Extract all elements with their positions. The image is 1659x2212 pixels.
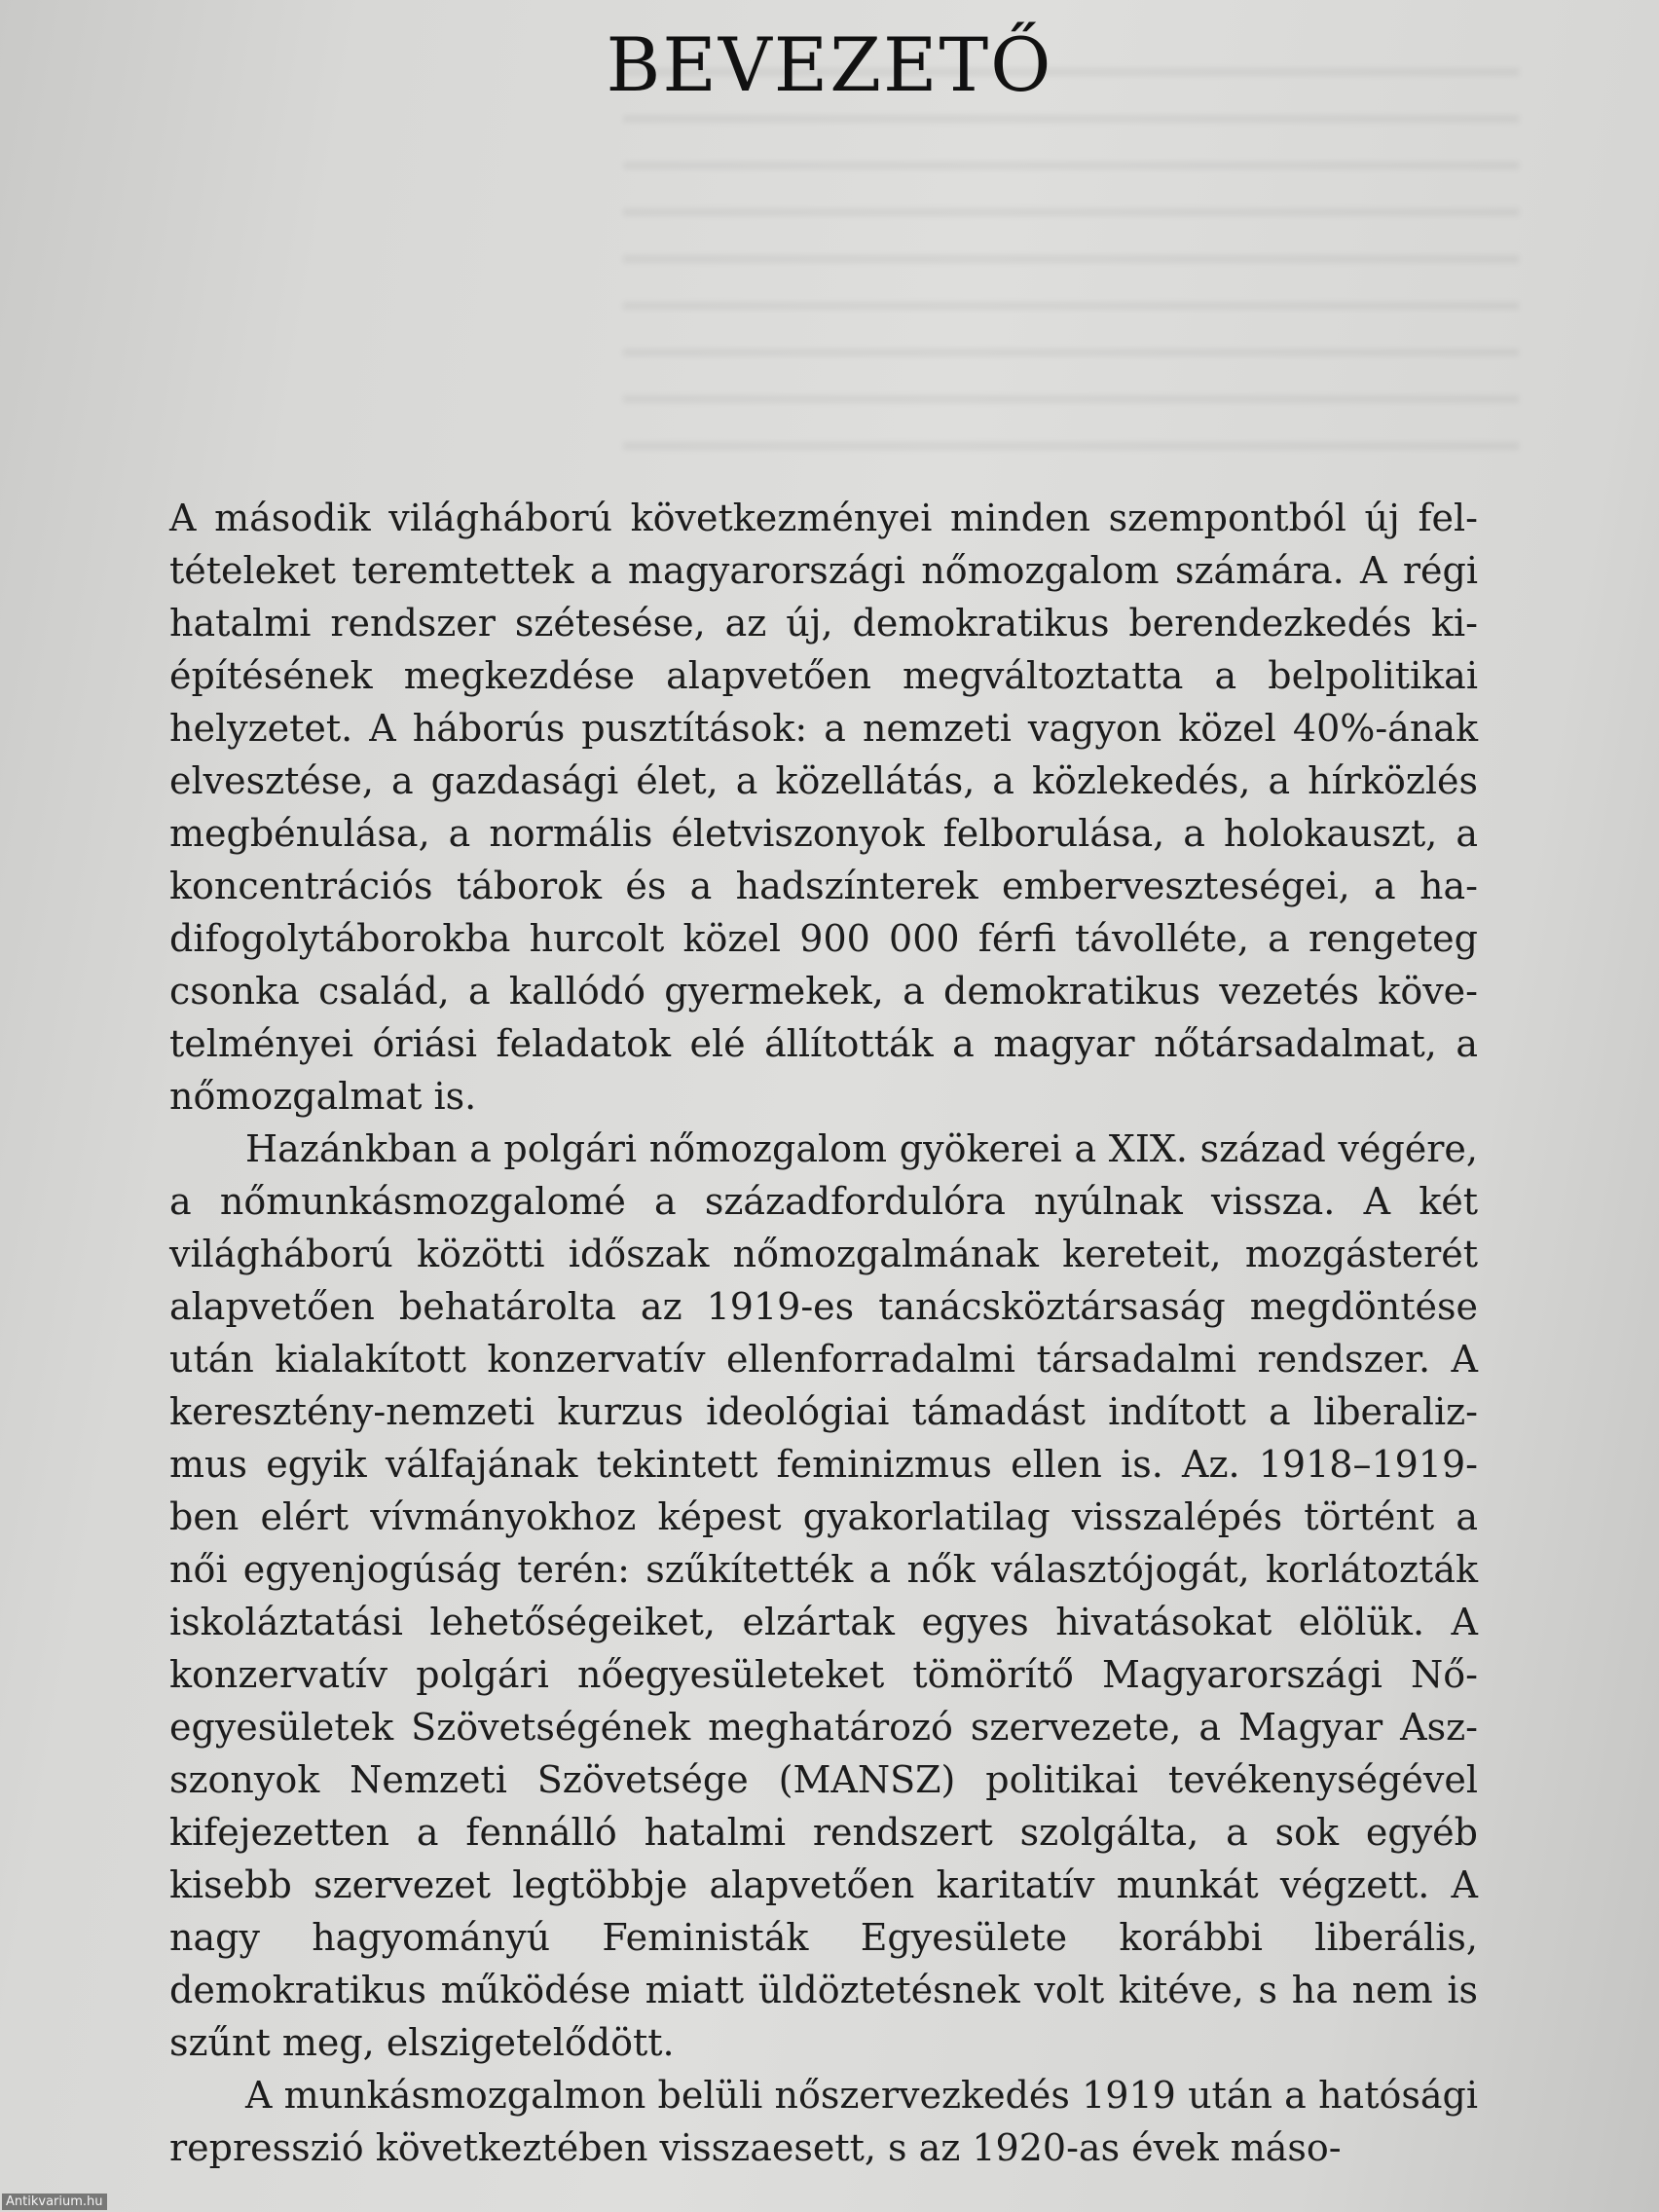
paragraph-2: Hazánkban a polgári nőmozgalom gyökerei a XIX. század végére, a nőmunkásmozgalomé a századfordulóra nyúlnak vissza. A két világháború közötti időszak nőmozgalmának kereteit, mozgásterét alapvetően behatárolta az 1919-es tanácsköztársaság megdöntése után kialakított konzervatív ellenforradalmi társadalmi rendszer. A keresztény-nemzeti kurzus ideológiai támadást indított a liberalizmus egyik válfajának tekintett feminizmus ellen is. Az. 1918–1919-ben elért vívmányokhoz képest gyakorlatilag visszalépés történt a női egyenjogúság terén: szűkítették a nők választójogát, korlátozták iskoláztatási lehetőségeiket, elzártak egyes hivatásokat elölük. A konzervatív polgári nőegyesületeket tömörítő Magyarországi Nőegyesületek Szövetségének meghatározó szervezete, a Magyar Aszszonyok Nemzeti Szövetsége (MANSZ) politikai tevékenységével kifejezetten a fennálló hatalmi rendszert szolgálta, a sok egyéb kisebb szervezet legtöbbje alapvetően karitatív munkát végzett. A nagy hagyományú Feministák Egyesülete korábbi liberális, demokratikus működése miatt üldöztetésnek volt kitéve, s ha nem is szűnt meg, elszigetelődött.	[169, 1127, 1478, 2064]
paragraph-3: A munkásmozgalmon belüli nőszervezkedés 1919 után a hatósági represszió következtében visszaesett, s az 1920-as évek máso-	[169, 2074, 1478, 2169]
paragraph-1: A második világháború következményei minden szempontból új feltételeket teremtettek a magyarországi nőmozgalom számára. A régi hatalmi rendszer szétesése, az új, demokratikus berendezkedés kiépítésének megkezdése alapvetően megváltoztatta a belpolitikai helyzetet. A háborús pusztítások: a nemzeti vagyon közel 40%-ának elvesztése, a gazdasági élet, a közellátás, a közlekedés, a hírközlés megbénulása, a normális életviszonyok felborulása, a holokauszt, a koncentrációs táborok és a hadszínterek emberveszteségei, a hadifogolytáborokba hurcolt közel 900 000 férfi távolléte, a rengeteg csonka család, a kallódó gyermekek, a demokratikus vezetés követelményei óriási feladatok elé állították a magyar nőtársadalmat, a nőmozgalmat is.	[169, 497, 1478, 1118]
watermark: Antikvarium.hu	[2, 2194, 107, 2210]
body-text	[169, 492, 1478, 2174]
page-title: BEVEZETŐ	[606, 21, 1053, 108]
